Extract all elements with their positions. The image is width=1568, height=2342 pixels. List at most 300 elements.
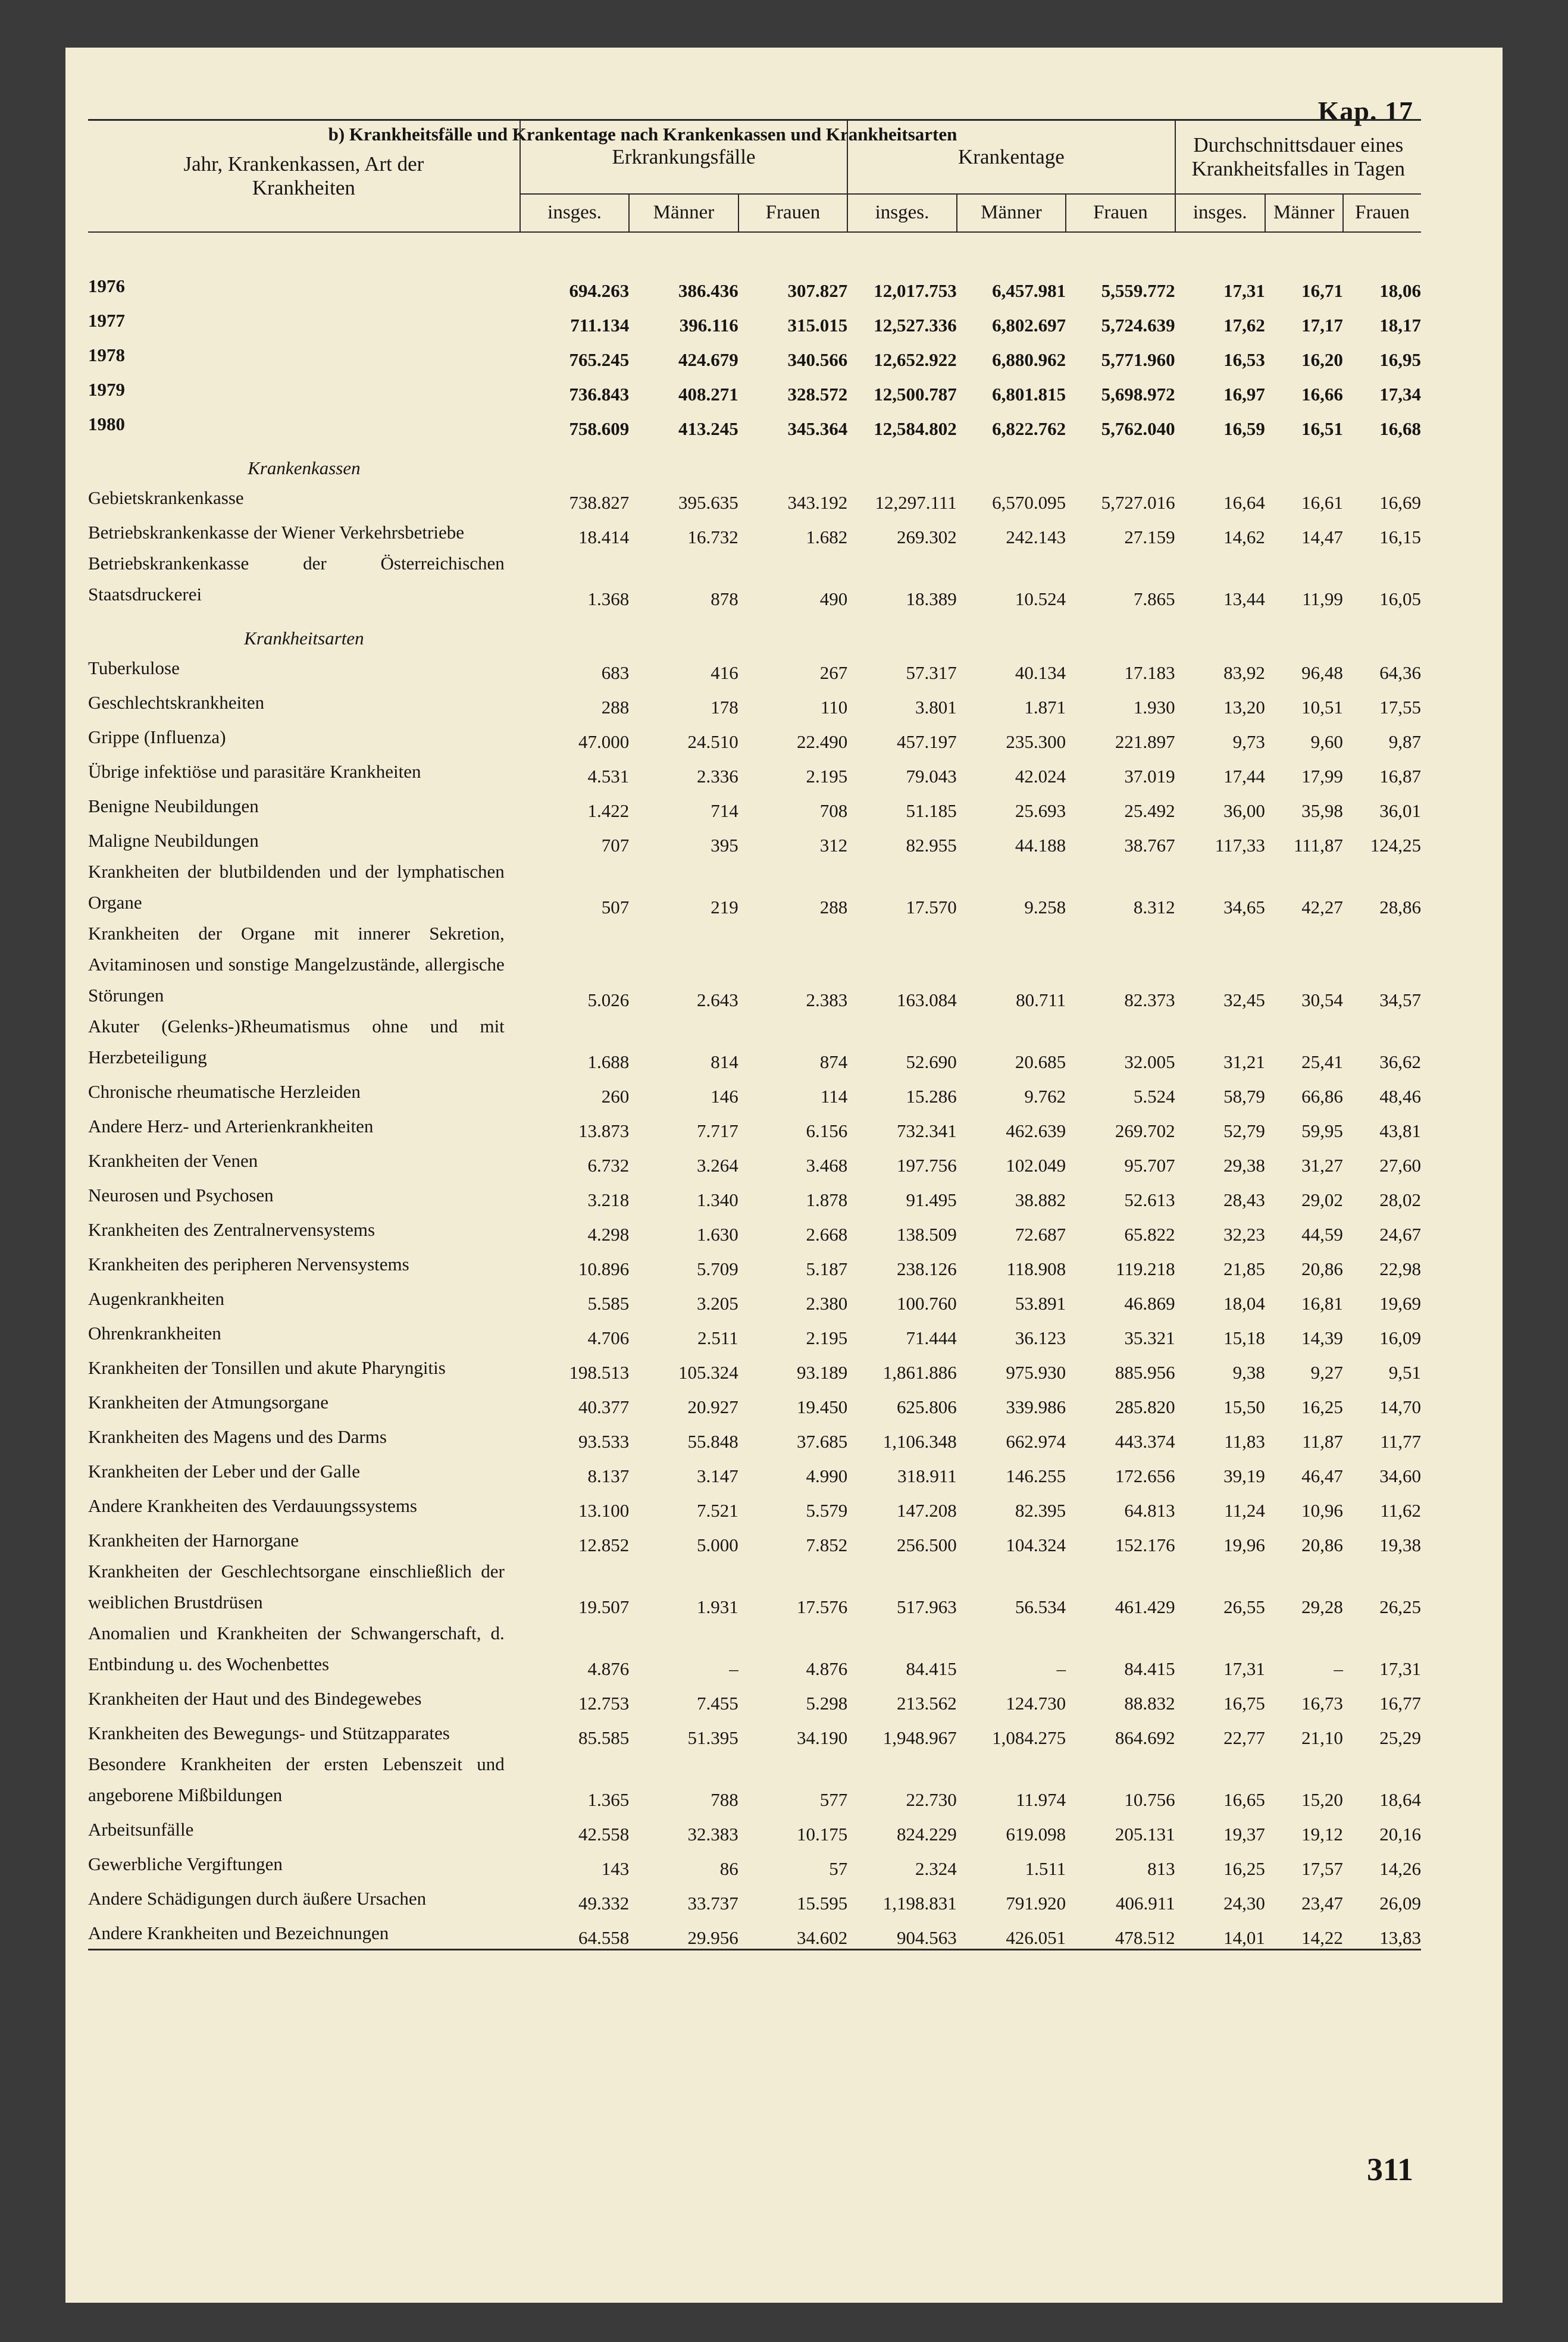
value-cell: 9,87 <box>1388 731 1421 752</box>
value-cell: 6,457.981 <box>992 280 1066 301</box>
value-cell: 79.043 <box>906 766 957 787</box>
value-cell: 22.490 <box>796 731 848 752</box>
value-cell: – <box>729 1658 738 1679</box>
value-cell: 40.377 <box>578 1397 630 1417</box>
value-cell: 478.512 <box>1066 1914 1175 1950</box>
value-cell: 1.930 <box>1133 697 1175 718</box>
value-cell: 6,880.962 <box>992 349 1066 370</box>
value-cell: 1.682 <box>806 527 848 547</box>
value-cell: 18.414 <box>578 527 630 547</box>
table-row <box>88 548 1421 610</box>
value-cell: 824.229 <box>896 1824 957 1845</box>
value-cell: 5.298 <box>806 1693 848 1714</box>
table-row <box>88 1176 1421 1211</box>
value-cell: 6,570.095 <box>992 492 1066 513</box>
value-cell: 46,47 <box>1301 1466 1343 1486</box>
sub-header: insges. <box>847 194 956 232</box>
value-cell: 1,948.967 <box>882 1727 957 1748</box>
value-cell: 14,01 <box>1175 1914 1265 1950</box>
value-cell: 178 <box>711 697 738 718</box>
table-row <box>88 1714 1421 1749</box>
value-cell: 885.956 <box>1115 1362 1175 1383</box>
value-cell: 72.687 <box>1015 1224 1066 1245</box>
value-cell: 119.218 <box>1116 1258 1175 1279</box>
value-cell: 20,86 <box>1301 1258 1343 1279</box>
value-cell: 26,09 <box>1379 1893 1421 1914</box>
value-cell: 2.668 <box>806 1224 848 1245</box>
value-cell: 315.015 <box>787 315 848 336</box>
row-label: Grippe (Influenza) <box>88 727 226 747</box>
value-cell: 12,584.802 <box>874 418 957 439</box>
value-cell: 14,39 <box>1301 1327 1343 1348</box>
value-cell: 3.218 <box>587 1189 630 1210</box>
value-cell: 58,79 <box>1223 1086 1265 1107</box>
value-cell: 42.024 <box>1015 766 1066 787</box>
value-cell: 7.455 <box>696 1693 738 1714</box>
value-cell: 18,64 <box>1379 1789 1421 1810</box>
row-label: Krankheiten des peripheren Nervensystems <box>88 1254 409 1275</box>
value-cell: 80.711 <box>1016 990 1066 1010</box>
row-label: 1978 <box>88 345 125 365</box>
value-cell: 18,17 <box>1379 315 1421 336</box>
table-row <box>88 684 1421 718</box>
value-cell: 143 <box>601 1858 630 1879</box>
value-cell: 1.511 <box>1025 1858 1066 1879</box>
table-row <box>88 649 1421 684</box>
row-label: 1980 <box>88 414 125 434</box>
value-cell: 16,25 <box>1301 1397 1343 1417</box>
value-cell: 15,50 <box>1223 1397 1265 1417</box>
value-cell: 5.000 <box>696 1535 738 1555</box>
value-cell: 11,83 <box>1224 1431 1265 1452</box>
row-label: Chronische rheumatische Herzleiden <box>88 1081 361 1102</box>
table-row <box>88 1107 1421 1142</box>
value-cell: 16,64 <box>1223 492 1265 513</box>
value-cell: 19,96 <box>1223 1535 1265 1555</box>
value-cell: 111,87 <box>1293 835 1343 856</box>
row-label: Anomalien und Krankheiten der Schwangerschaft, d. Entbindung u. des Wochenbettes <box>88 1623 505 1674</box>
value-cell: 2.195 <box>806 766 848 787</box>
row-label: Krankheiten der Organe mit innerer Sekretion, Avitaminosen und sonstige Mangelzustände, allergische Störungen <box>88 923 505 1006</box>
value-cell: 30,54 <box>1301 990 1343 1010</box>
table-row <box>88 1073 1421 1107</box>
value-cell: 13,44 <box>1223 588 1265 609</box>
value-cell: 7.865 <box>1133 588 1175 609</box>
value-cell: 5.026 <box>587 990 630 1010</box>
value-cell: 16,66 <box>1301 384 1343 405</box>
value-cell: 21,10 <box>1301 1727 1343 1748</box>
value-cell: 1.368 <box>587 588 630 609</box>
value-cell: 20,86 <box>1301 1535 1343 1555</box>
table-row <box>88 1314 1421 1349</box>
value-cell: 172.656 <box>1115 1466 1175 1486</box>
table-row <box>88 1811 1421 1845</box>
value-cell: 2.380 <box>806 1293 848 1314</box>
value-cell: 1,084.275 <box>992 1727 1066 1748</box>
value-cell: 17,31 <box>1379 1658 1421 1679</box>
group-header-durchschnittsdauer: Durchschnittsdauer eines Krankheitsfalles in Tagen <box>1175 120 1421 195</box>
value-cell: 15,18 <box>1223 1327 1265 1348</box>
value-cell: 118.908 <box>1006 1258 1066 1279</box>
value-cell: 269.702 <box>1115 1120 1175 1141</box>
value-cell: 395 <box>711 835 738 856</box>
value-cell: 3.801 <box>915 697 957 718</box>
row-label: Übrige infektiöse und parasitäre Krankheiten <box>88 761 421 782</box>
value-cell: 16,77 <box>1379 1693 1421 1714</box>
value-cell: 10,51 <box>1301 697 1343 718</box>
value-cell: 235.300 <box>1006 731 1066 752</box>
row-label: Krankheiten der Haut und des Bindegewebes <box>88 1688 422 1709</box>
value-cell: 16,81 <box>1301 1293 1343 1314</box>
value-cell: 711.134 <box>570 315 630 336</box>
table-row <box>88 1487 1421 1521</box>
value-cell: 619.098 <box>1006 1824 1066 1845</box>
value-cell: 82.373 <box>1124 990 1175 1010</box>
value-cell: 7.717 <box>696 1120 738 1141</box>
value-cell: 707 <box>601 835 630 856</box>
value-cell: 11,87 <box>1302 1431 1343 1452</box>
sub-header: Frauen <box>738 194 848 232</box>
value-cell: 25,41 <box>1301 1051 1343 1072</box>
value-cell: 9,73 <box>1232 731 1265 752</box>
value-cell: 6.732 <box>587 1155 630 1176</box>
value-cell: 10.524 <box>1015 588 1066 609</box>
value-cell: 65.822 <box>1124 1224 1175 1245</box>
value-cell: 9,60 <box>1310 731 1343 752</box>
value-cell: 24,67 <box>1379 1224 1421 1245</box>
value-cell: 395.635 <box>678 492 738 513</box>
value-cell: 56.534 <box>1015 1596 1066 1617</box>
value-cell: 9.762 <box>1024 1086 1066 1107</box>
value-cell: 874 <box>819 1051 848 1072</box>
value-cell: 5,762.040 <box>1101 418 1175 439</box>
value-cell: 1.878 <box>806 1189 848 1210</box>
value-cell: 9.258 <box>1024 897 1066 918</box>
value-cell: 146 <box>711 1086 738 1107</box>
row-label: 1977 <box>88 310 125 331</box>
value-cell: 339.986 <box>1006 1397 1066 1417</box>
value-cell: 13,20 <box>1223 697 1265 718</box>
value-cell: 662.974 <box>1006 1431 1066 1452</box>
row-label: Augenkrankheiten <box>88 1288 224 1309</box>
value-cell: 17,31 <box>1223 1658 1265 1679</box>
value-cell: 5.709 <box>696 1258 738 1279</box>
value-cell: 507 <box>601 897 630 918</box>
value-cell: 791.920 <box>1006 1893 1066 1914</box>
row-label: Krankheiten der Venen <box>88 1150 258 1171</box>
value-cell: 864.692 <box>1115 1727 1175 1748</box>
value-cell: 16,71 <box>1301 280 1343 301</box>
value-cell: 29,38 <box>1223 1155 1265 1176</box>
value-cell: 288 <box>601 697 630 718</box>
value-cell: 17.183 <box>1124 662 1175 683</box>
value-cell: 82.955 <box>906 835 957 856</box>
row-label: Neurosen und Psychosen <box>88 1185 274 1206</box>
value-cell: 138.509 <box>896 1224 957 1245</box>
value-cell: 198.513 <box>569 1362 630 1383</box>
value-cell: 57 <box>829 1858 848 1879</box>
value-cell: 17.576 <box>796 1596 848 1617</box>
table-row <box>88 1556 1421 1618</box>
value-cell: 44,59 <box>1301 1224 1343 1245</box>
value-cell: 96,48 <box>1301 662 1343 683</box>
value-cell: 25.693 <box>1015 800 1066 821</box>
value-cell: 12,527.336 <box>874 315 957 336</box>
table-body <box>88 232 1421 1950</box>
value-cell: 18,04 <box>1223 1293 1265 1314</box>
value-cell: 1,106.348 <box>882 1431 957 1452</box>
value-cell: 416 <box>711 662 738 683</box>
value-cell: 93.189 <box>796 1362 848 1383</box>
value-cell: 18.389 <box>906 588 957 609</box>
value-cell: 36,01 <box>1379 800 1421 821</box>
value-cell: 13.873 <box>578 1120 630 1141</box>
value-cell: 34,65 <box>1223 897 1265 918</box>
value-cell: 66,86 <box>1301 1086 1343 1107</box>
row-label: Andere Krankheiten des Verdauungssystems <box>88 1495 417 1516</box>
value-cell: 288 <box>819 897 848 918</box>
sub-header: Frauen <box>1066 194 1175 232</box>
value-cell: 12.852 <box>578 1535 630 1555</box>
value-cell: 714 <box>711 800 738 821</box>
value-cell: 17,62 <box>1223 315 1265 336</box>
value-cell: 345.364 <box>787 418 848 439</box>
value-cell: 36.123 <box>1015 1327 1066 1348</box>
table-header <box>88 120 1421 233</box>
value-cell: 708 <box>819 800 848 821</box>
value-cell: 736.843 <box>569 384 630 405</box>
value-cell: 7.852 <box>806 1535 848 1555</box>
value-cell: 20,16 <box>1379 1824 1421 1845</box>
row-label: Andere Schädigungen durch äußere Ursachen <box>88 1888 427 1909</box>
value-cell: 93.533 <box>578 1431 630 1452</box>
value-cell: 71.444 <box>906 1327 957 1348</box>
section-heading: Krankheitsarten <box>244 628 364 649</box>
value-cell: 82.395 <box>1015 1500 1066 1521</box>
value-cell: 23,47 <box>1301 1893 1343 1914</box>
row-label: Krankheiten der Harnorgane <box>88 1530 299 1551</box>
row-label: Krankheiten der Atmungsorgane <box>88 1392 329 1413</box>
value-cell: – <box>1334 1658 1343 1679</box>
value-cell: 163.084 <box>896 990 957 1010</box>
value-cell: 14,22 <box>1265 1914 1343 1950</box>
value-cell: 2.195 <box>806 1327 848 1348</box>
value-cell: 2.643 <box>696 990 738 1010</box>
table-row <box>88 718 1421 753</box>
row-label: Betriebskrankenkasse der Wiener Verkehrsbetriebe <box>88 522 464 543</box>
row-label: Tuberkulose <box>88 657 180 678</box>
value-cell: 33.737 <box>687 1893 738 1914</box>
value-cell: 17.570 <box>906 897 957 918</box>
value-cell: 64.813 <box>1124 1500 1175 1521</box>
table-row <box>88 371 1421 405</box>
value-cell: 4.298 <box>587 1224 630 1245</box>
value-cell: 32,45 <box>1223 990 1265 1010</box>
sub-header: Männer <box>957 194 1066 232</box>
value-cell: 413.245 <box>678 418 738 439</box>
value-cell: 426.051 <box>957 1914 1066 1950</box>
value-cell: 31,21 <box>1223 1051 1265 1072</box>
value-cell: 814 <box>711 1051 738 1072</box>
table-title: b) Krankheitsfälle und Krankentage nach Krankenkassen und Krankheitsarten <box>328 124 957 145</box>
value-cell: 29,02 <box>1301 1189 1343 1210</box>
table-row <box>88 1011 1421 1073</box>
value-cell: 46.869 <box>1124 1293 1175 1314</box>
value-cell: 19,12 <box>1301 1824 1343 1845</box>
data-table <box>88 119 1421 1950</box>
value-cell: 19,69 <box>1379 1293 1421 1314</box>
table-row <box>88 1680 1421 1714</box>
value-cell: 36,62 <box>1379 1051 1421 1072</box>
value-cell: 22,98 <box>1379 1258 1421 1279</box>
value-cell: 328.572 <box>787 384 848 405</box>
value-cell: 5,559.772 <box>1101 280 1175 301</box>
value-cell: 408.271 <box>678 384 738 405</box>
value-cell: 457.197 <box>896 731 957 752</box>
value-cell: 219 <box>711 897 738 918</box>
value-cell: 10.175 <box>796 1824 848 1845</box>
value-cell: 343.192 <box>787 492 848 513</box>
value-cell: 39,19 <box>1223 1466 1265 1486</box>
value-cell: 1.931 <box>696 1596 738 1617</box>
row-label: Arbeitsunfälle <box>88 1819 194 1840</box>
value-cell: 16,69 <box>1379 492 1421 513</box>
value-cell: 1,198.831 <box>882 1893 957 1914</box>
chapter-label: Kap. 17 <box>1317 96 1413 126</box>
row-label: Ohrenkrankheiten <box>88 1323 221 1344</box>
value-cell: 765.245 <box>569 349 630 370</box>
row-label: Geschlechtskrankheiten <box>88 692 265 713</box>
value-cell: 9,38 <box>1232 1362 1265 1383</box>
value-cell: 17,57 <box>1301 1858 1343 1879</box>
value-cell: 37.685 <box>796 1431 848 1452</box>
value-cell: 5.579 <box>806 1500 848 1521</box>
value-cell: 19,38 <box>1379 1535 1421 1555</box>
value-cell: 6,802.697 <box>992 315 1066 336</box>
value-cell: 43,81 <box>1379 1120 1421 1141</box>
value-cell: 83,92 <box>1223 662 1265 683</box>
value-cell: 221.897 <box>1115 731 1175 752</box>
table-row <box>88 267 1421 302</box>
value-cell: 461.429 <box>1115 1596 1175 1617</box>
table-row <box>88 1845 1421 1880</box>
row-label: Gebietskrankenkasse <box>88 487 244 508</box>
value-cell: 27.159 <box>1124 527 1175 547</box>
value-cell: 4.876 <box>587 1658 630 1679</box>
table-row <box>88 514 1421 548</box>
group-header-erkrankungsfaelle: Erkrankungsfälle <box>520 120 847 195</box>
value-cell: 88.832 <box>1124 1693 1175 1714</box>
table-row <box>88 1211 1421 1245</box>
value-cell: 14,47 <box>1301 527 1343 547</box>
value-cell: 104.324 <box>1006 1535 1066 1555</box>
value-cell: 32,23 <box>1223 1224 1265 1245</box>
value-cell: 13.100 <box>578 1500 630 1521</box>
value-cell: 1.365 <box>587 1789 630 1810</box>
value-cell: 2.511 <box>697 1327 738 1348</box>
row-label: Andere Herz- und Arterienkrankheiten <box>88 1116 374 1136</box>
value-cell: 86 <box>719 1858 738 1879</box>
value-cell: 490 <box>819 588 848 609</box>
value-cell: 12,017.753 <box>874 280 957 301</box>
value-cell: 114 <box>820 1086 848 1107</box>
value-cell: 5.585 <box>587 1293 630 1314</box>
row-label: Krankheiten der Tonsillen und akute Pharyngitis <box>88 1357 446 1378</box>
spacer-row <box>88 232 1421 267</box>
value-cell: 27,60 <box>1379 1155 1421 1176</box>
table-row <box>88 1618 1421 1680</box>
value-cell: 19.450 <box>796 1397 848 1417</box>
value-cell: 4.876 <box>806 1658 848 1679</box>
value-cell: 238.126 <box>896 1258 957 1279</box>
value-cell: 813 <box>1147 1858 1175 1879</box>
value-cell: 19,37 <box>1223 1824 1265 1845</box>
value-cell: 32.383 <box>687 1824 738 1845</box>
value-cell: 683 <box>601 662 630 683</box>
row-label: Krankheiten des Zentralnervensystems <box>88 1219 375 1240</box>
section-row <box>88 610 1421 649</box>
value-cell: 16,53 <box>1223 349 1265 370</box>
row-label: Krankheiten des Magens und des Darms <box>88 1426 387 1447</box>
value-cell: 102.049 <box>1006 1155 1066 1176</box>
row-header-cell: Jahr, Krankenkassen, Art der Krankheiten <box>88 120 520 233</box>
value-cell: 31,27 <box>1301 1155 1343 1176</box>
table-row <box>88 856 1421 918</box>
value-cell: 91.495 <box>906 1189 957 1210</box>
table-row <box>88 1521 1421 1556</box>
value-cell: 47.000 <box>578 731 630 752</box>
value-cell: 5,724.639 <box>1101 315 1175 336</box>
value-cell: 29,28 <box>1301 1596 1343 1617</box>
value-cell: 17,99 <box>1301 766 1343 787</box>
value-cell: 5,771.960 <box>1101 349 1175 370</box>
group-header-krankentage: Krankentage <box>847 120 1175 195</box>
row-label: Krankheiten der blutbildenden und der lymphatischen Organe <box>88 861 505 913</box>
value-cell: 10.756 <box>1124 1789 1175 1810</box>
value-cell: 35.321 <box>1124 1327 1175 1348</box>
value-cell: 3.147 <box>696 1466 738 1486</box>
value-cell: 42,27 <box>1301 897 1343 918</box>
value-cell: 205.131 <box>1115 1824 1175 1845</box>
value-cell: 22.730 <box>906 1789 957 1810</box>
value-cell: 213.562 <box>896 1693 957 1714</box>
value-cell: 20.685 <box>1015 1051 1066 1072</box>
value-cell: 16,68 <box>1379 418 1421 439</box>
value-cell: 8.137 <box>587 1466 630 1486</box>
value-cell: 340.566 <box>787 349 848 370</box>
value-cell: 904.563 <box>847 1914 956 1950</box>
value-cell: 2.324 <box>915 1858 957 1879</box>
value-cell: 53.891 <box>1015 1293 1066 1314</box>
value-cell: 1.340 <box>696 1189 738 1210</box>
value-cell: 15.595 <box>796 1893 848 1914</box>
sub-header: Männer <box>629 194 738 232</box>
row-label: Krankheiten des Bewegungs- und Stützapparates <box>88 1723 450 1743</box>
value-cell: 12,297.111 <box>875 492 957 513</box>
value-cell: 625.806 <box>896 1397 957 1417</box>
value-cell: 694.263 <box>569 280 630 301</box>
value-cell: 13,83 <box>1343 1914 1421 1950</box>
value-cell: 59,95 <box>1301 1120 1343 1141</box>
value-cell: 25,29 <box>1379 1727 1421 1748</box>
value-cell: 732.341 <box>896 1120 957 1141</box>
value-cell: 14,26 <box>1379 1858 1421 1879</box>
value-cell: 6,801.815 <box>992 384 1066 405</box>
table-row <box>88 1418 1421 1452</box>
value-cell: 17,44 <box>1223 766 1265 787</box>
value-cell: 48,46 <box>1379 1086 1421 1107</box>
value-cell: 6,822.762 <box>992 418 1066 439</box>
